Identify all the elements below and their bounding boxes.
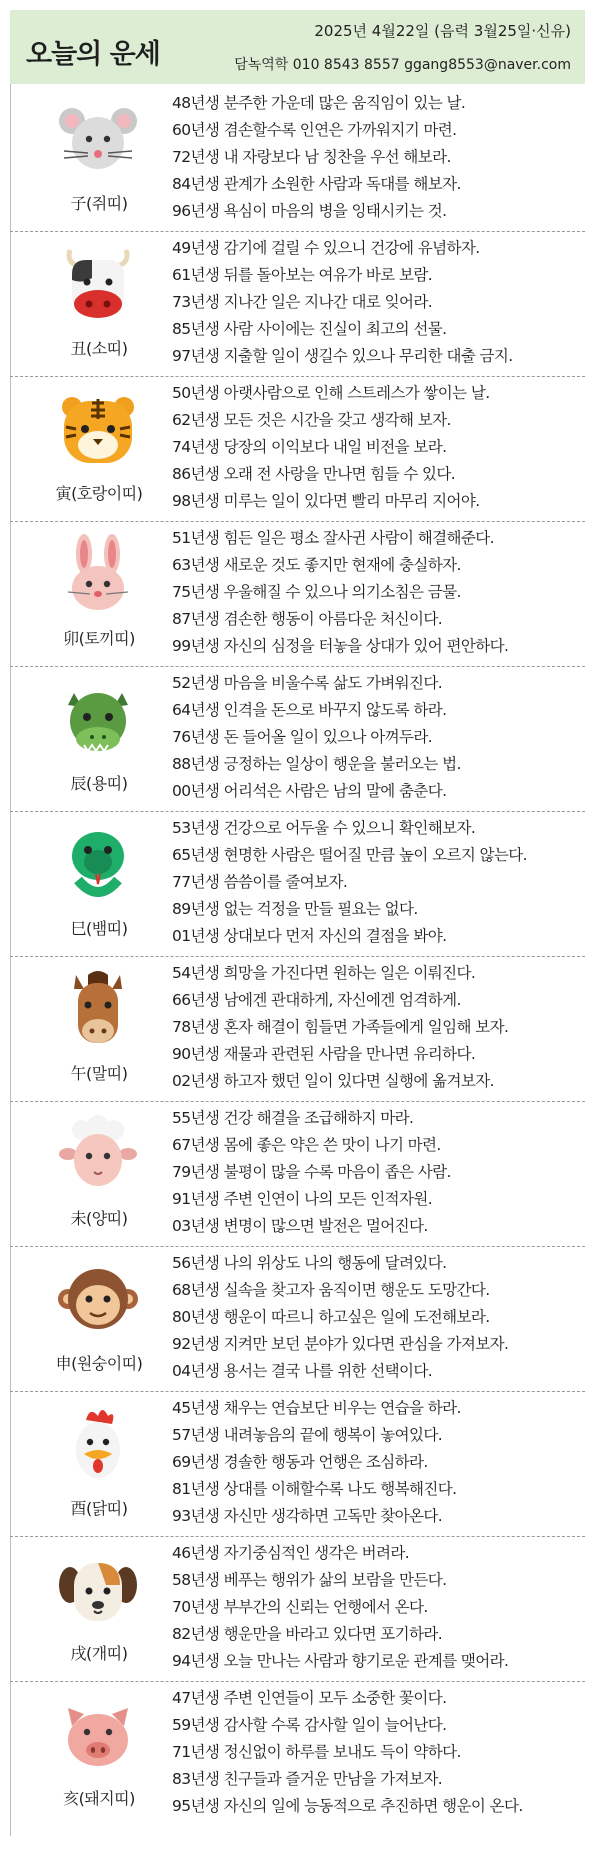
fortune-lines [172, 235, 585, 370]
fortune-line: 65년생 현명한 사람은 떨어질 만큼 높이 오르지 않는다. [172, 846, 527, 864]
zodiac-list [10, 87, 585, 1827]
zodiac-row [10, 1392, 585, 1537]
zodiac-name: 丑(소띠) [70, 339, 128, 358]
contact-line: 담녹역학 010 8543 8557 ggang8553@naver.com [234, 57, 571, 73]
date-line: 2025년 4월22일 (음력 3월25일·신유) [314, 22, 571, 40]
fortune-line: 68년생 실속을 찾고자 움직이면 행운도 도망간다. [172, 1281, 490, 1299]
fortune-line: 96년생 욕심이 마음의 병을 잉태시키는 것. [172, 202, 447, 220]
fortune-line: 79년생 불평이 많을 수록 마음이 좁은 사람. [172, 1163, 451, 1181]
zodiac-row [10, 812, 585, 957]
fortune-line: 97년생 지출할 일이 생길수 있으나 무리한 대출 금지. [172, 347, 513, 365]
fortune-lines [172, 525, 585, 660]
fortune-line: 56년생 나의 위상도 나의 행동에 달려있다. [172, 1254, 447, 1272]
fortune-line: 72년생 내 자랑보다 남 칭찬을 우선 해보라. [172, 148, 451, 166]
page-title: 오늘의 운세 [26, 39, 160, 70]
fortune-line: 00년생 어리석은 사람은 남의 말에 춤춘다. [172, 782, 447, 800]
fortune-line: 85년생 사람 사이에는 진실이 최고의 선물. [172, 320, 447, 338]
zodiac-name: 卯(토끼띠) [63, 629, 135, 648]
fortune-line: 59년생 감사할 수록 감사할 일이 늘어난다. [172, 1716, 447, 1734]
zodiac-name: 子(쥐띠) [70, 194, 128, 213]
zodiac-row [10, 377, 585, 522]
fortune-line: 71년생 정신없이 하루를 보내도 득이 약하다. [172, 1743, 461, 1761]
fortune-line: 77년생 씀씀이를 줄여보자. [172, 873, 348, 891]
fortune-line: 53년생 건강으로 어두울 수 있으니 확인해보자. [172, 819, 476, 837]
fortune-line: 58년생 베푸는 행위가 삶의 보람을 만든다. [172, 1571, 447, 1589]
fortune-line: 91년생 주변 인연이 나의 모든 인적자원. [172, 1190, 433, 1208]
fortune-lines [172, 90, 585, 225]
zodiac-name: 酉(닭띠) [70, 1499, 128, 1518]
fortune-line: 94년생 오늘 만나는 사람과 향기로운 관계를 맺어라. [172, 1652, 509, 1670]
fortune-line: 52년생 마음을 비울수록 삶도 가벼워진다. [172, 674, 443, 692]
pig-icon [58, 1694, 138, 1774]
fortune-line: 92년생 지켜만 보던 분야가 있다면 관심을 가져보자. [172, 1335, 509, 1353]
fortune-line: 55년생 건강 해결을 조급해하지 마라. [172, 1109, 414, 1127]
zodiac-row [10, 522, 585, 667]
zodiac-row [10, 1247, 585, 1392]
zodiac-name: 亥(돼지띠) [63, 1789, 135, 1808]
fortune-line: 63년생 새로운 것도 좋지만 현재에 충실하자. [172, 556, 461, 574]
fortune-lines [172, 380, 585, 515]
fortune-line: 01년생 상대보다 먼저 자신의 결점을 봐야. [172, 927, 447, 945]
fortune-line: 86년생 오래 전 사랑을 만나면 힘들 수 있다. [172, 465, 456, 483]
fortune-line: 45년생 채우는 연습보단 비우는 연습을 하라. [172, 1399, 461, 1417]
horse-icon [58, 969, 138, 1049]
fortune-lines [172, 1685, 585, 1820]
fortune-line: 69년생 경솔한 행동과 언행은 조심하라. [172, 1453, 428, 1471]
fortune-line: 50년생 아랫사람으로 인해 스트레스가 쌓이는 날. [172, 384, 490, 402]
fortune-line: 73년생 지나간 일은 지나간 대로 잊어라. [172, 293, 433, 311]
tiger-icon [58, 389, 138, 469]
fortune-line: 88년생 긍정하는 일상이 행운을 불러오는 법. [172, 755, 461, 773]
fortune-lines [172, 1540, 585, 1675]
zodiac-name: 巳(뱀띠) [70, 919, 128, 938]
fortune-line: 83년생 친구들과 즐거운 만남을 가져보자. [172, 1770, 443, 1788]
sheep-icon [58, 1114, 138, 1194]
rabbit-icon [58, 534, 138, 614]
rat-icon [58, 99, 138, 179]
dog-icon [58, 1549, 138, 1629]
fortune-line: 90년생 재물과 관련된 사람을 만나면 유리하다. [172, 1045, 476, 1063]
snake-icon [58, 824, 138, 904]
fortune-line: 66년생 남에겐 관대하게, 자신에겐 엄격하게. [172, 991, 461, 1009]
fortune-line: 04년생 용서는 결국 나를 위한 선택이다. [172, 1362, 433, 1380]
fortune-line: 02년생 하고자 했던 일이 있다면 실행에 옮겨보자. [172, 1072, 494, 1090]
zodiac-row [10, 957, 585, 1102]
fortune-line: 84년생 관계가 소원한 사람과 독대를 해보자. [172, 175, 461, 193]
fortune-lines [172, 1250, 585, 1385]
fortune-line: 67년생 몸에 좋은 약은 쓴 맛이 나기 마련. [172, 1136, 441, 1154]
fortune-line: 82년생 행운만을 바라고 있다면 포기하라. [172, 1625, 443, 1643]
fortune-line: 70년생 부부간의 신뢰는 언행에서 온다. [172, 1598, 428, 1616]
fortune-line: 57년생 내려놓음의 끝에 행복이 놓여있다. [172, 1426, 443, 1444]
fortune-line: 46년생 자기중심적인 생각은 버려라. [172, 1544, 410, 1562]
fortune-line: 98년생 미루는 일이 있다면 빨리 마무리 지어야. [172, 492, 480, 510]
fortune-line: 61년생 뒤를 돌아보는 여유가 바로 보람. [172, 266, 433, 284]
zodiac-row [10, 232, 585, 377]
zodiac-row [10, 1537, 585, 1682]
zodiac-name: 未(양띠) [70, 1209, 128, 1228]
zodiac-row [10, 667, 585, 812]
zodiac-row [10, 1682, 585, 1827]
fortune-line: 76년생 돈 들어올 일이 있으나 아껴두라. [172, 728, 433, 746]
fortune-line: 99년생 자신의 심정을 터놓을 상대가 있어 편안하다. [172, 637, 509, 655]
fortune-line: 87년생 겸손한 행동이 아름다운 처신이다. [172, 610, 443, 628]
fortune-line: 51년생 힘든 일은 평소 잘사귄 사람이 해결해준다. [172, 529, 494, 547]
fortune-line: 64년생 인격을 돈으로 바꾸지 않도록 하라. [172, 701, 447, 719]
ox-icon [58, 244, 138, 324]
fortune-line: 81년생 상대를 이해할수록 나도 행복해진다. [172, 1480, 457, 1498]
fortune-line: 47년생 주변 인연들이 모두 소중한 꽃이다. [172, 1689, 447, 1707]
fortune-line: 62년생 모든 것은 시간을 갖고 생각해 보자. [172, 411, 451, 429]
header-banner [10, 10, 585, 84]
fortune-line: 75년생 우울해질 수 있으나 의기소침은 금물. [172, 583, 461, 601]
rooster-icon [58, 1404, 138, 1484]
fortune-line: 89년생 없는 걱정을 만들 필요는 없다. [172, 900, 418, 918]
zodiac-name: 午(말띠) [70, 1064, 128, 1083]
zodiac-row [10, 1102, 585, 1247]
fortune-line: 93년생 자신만 생각하면 고독만 찾아온다. [172, 1507, 443, 1525]
zodiac-row [10, 87, 585, 232]
fortune-lines [172, 815, 585, 950]
fortune-line: 54년생 희망을 가진다면 원하는 일은 이뤄진다. [172, 964, 476, 982]
dragon-icon [58, 679, 138, 759]
fortune-line: 48년생 분주한 가운데 많은 움직임이 있는 날. [172, 94, 466, 112]
fortune-lines [172, 1105, 585, 1240]
fortune-lines [172, 1395, 585, 1530]
zodiac-name: 寅(호랑이띠) [55, 484, 143, 503]
zodiac-name: 辰(용띠) [70, 774, 128, 793]
fortune-lines [172, 670, 585, 805]
fortune-line: 78년생 혼자 해결이 힘들면 가족들에게 일임해 보자. [172, 1018, 509, 1036]
fortune-line: 80년생 행운이 따르니 하고싶은 일에 도전해보라. [172, 1308, 490, 1326]
fortune-line: 49년생 감기에 걸릴 수 있으니 건강에 유념하자. [172, 239, 480, 257]
fortune-line: 95년생 자신의 일에 능동적으로 추진하면 행운이 온다. [172, 1797, 523, 1815]
fortune-lines [172, 960, 585, 1095]
fortune-line: 74년생 당장의 이익보다 내일 비전을 보라. [172, 438, 447, 456]
monkey-icon [58, 1259, 138, 1339]
zodiac-name: 戌(개띠) [70, 1644, 128, 1663]
zodiac-name: 申(원숭이띠) [55, 1354, 143, 1373]
fortune-line: 60년생 겸손할수록 인연은 가까워지기 마련. [172, 121, 457, 139]
fortune-line: 03년생 변명이 많으면 발전은 멀어진다. [172, 1217, 428, 1235]
